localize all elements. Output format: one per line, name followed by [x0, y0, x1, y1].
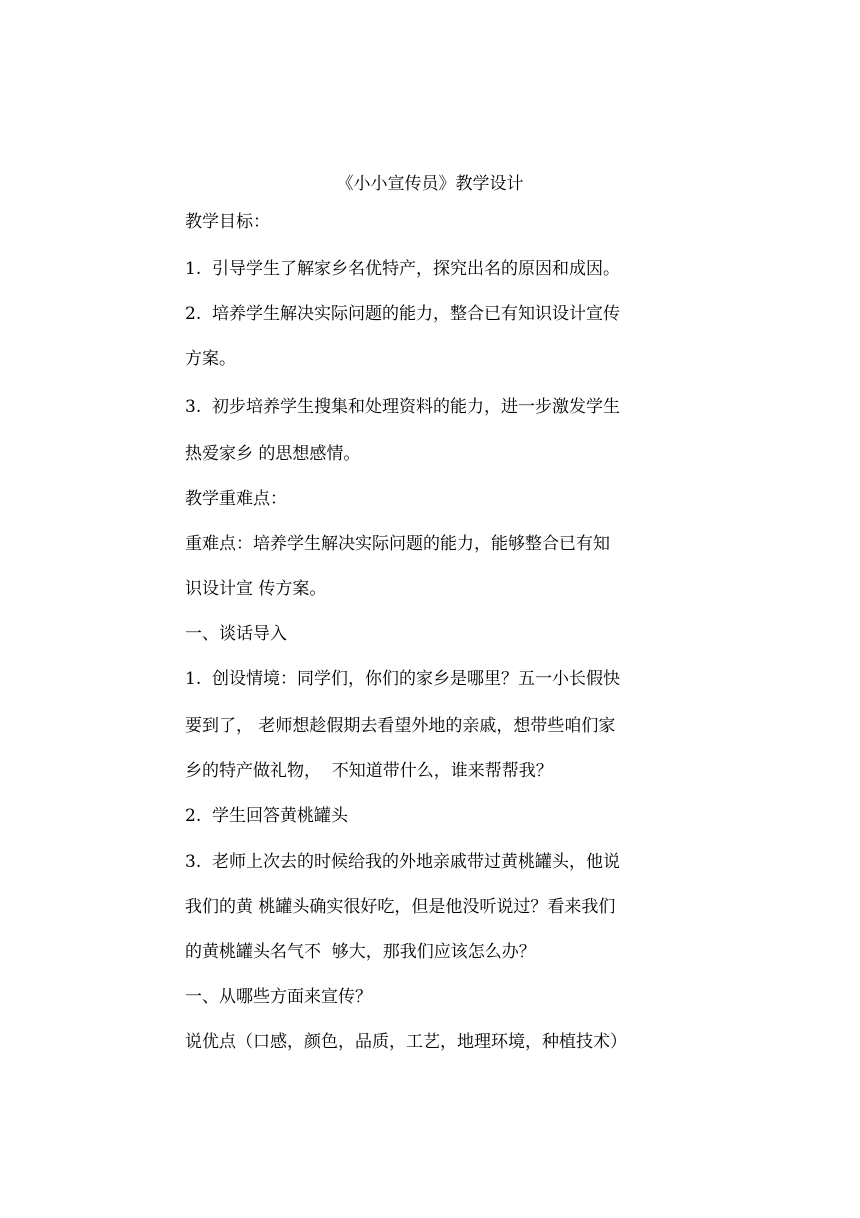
goal-item-2-cont: 方案。 — [185, 349, 236, 369]
goal-item-3-cont: 热爱家乡 的思想感情。 — [185, 444, 361, 464]
intro-item-1-cont-a: 要到了， 老师想趁假期去看望外地的亲戚，想带些咱们家 — [185, 716, 616, 736]
section-heading-intro: 一、谈话导入 — [185, 624, 287, 644]
section-heading-key-points: 教学重难点： — [185, 489, 287, 509]
intro-item-3-cont-b: 的黄桃罐头名气不 够大，那我们应该怎么办？ — [185, 942, 536, 962]
goal-item-3: 3. 初步培养学生搜集和处理资料的能力，进一步激发学生 — [185, 397, 621, 417]
goal-item-2: 2. 培养学生解决实际问题的能力，整合已有知识设计宣传 — [185, 304, 621, 324]
intro-item-1-cont-b: 乡的特产做礼物， 不知道带什么，谁来帮帮我？ — [185, 761, 553, 781]
intro-item-2: 2. 学生回答黄桃罐头 — [185, 806, 349, 826]
intro-item-3-cont-a: 我们的黄 桃罐头确实很好吃，但是他没听说过？看来我们 — [185, 897, 616, 917]
key-points-text: 重难点：培养学生解决实际问题的能力，能够整合已有知 — [185, 534, 610, 554]
section-heading-promotion: 一、从哪些方面来宣传？ — [185, 987, 372, 1007]
intro-item-3: 3. 老师上次去的时候给我的外地亲戚带过黄桃罐头，他说 — [185, 852, 621, 872]
section-heading-goals: 教学目标： — [185, 212, 270, 232]
document-title: 《小小宣传员》教学设计 — [336, 174, 524, 194]
promotion-advantages: 说优点（口感，颜色，品质，工艺，地理环境，种植技术） — [185, 1032, 627, 1052]
goal-item-1: 1. 引导学生了解家乡名优特产，探究出名的原因和成因。 — [185, 259, 621, 279]
intro-item-1: 1. 创设情境：同学们，你们的家乡是哪里？五一小长假快 — [185, 669, 621, 689]
key-points-text-cont: 识设计宣 传方案。 — [185, 579, 327, 599]
